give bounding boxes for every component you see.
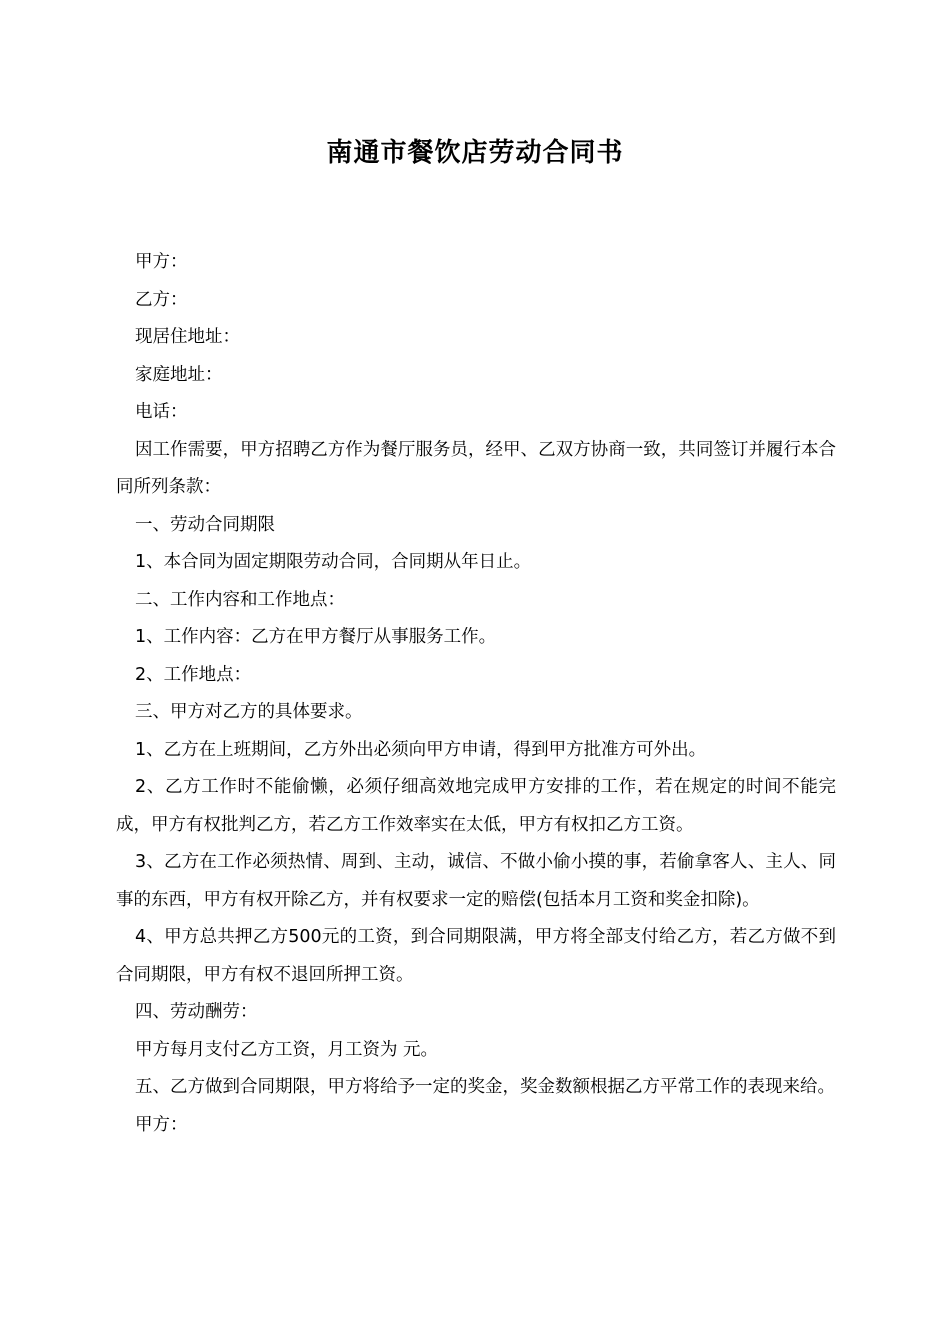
- phone-line: 电话：: [135, 402, 188, 422]
- clause-requirement-4: 4、甲方总共押乙方500元的工资，到合同期限满，甲方将全部支付给乙方，若乙方做不到合同期限，甲方有权不退回所押工资。: [116, 927, 836, 985]
- section-heading-pay: 四、劳动酬劳：: [135, 1002, 258, 1022]
- clause-pay-monthly: 甲方每月支付乙方工资，月工资为 元。: [135, 1039, 439, 1060]
- clause-requirement-3: 3、乙方在工作必须热情、周到、主动，诚信、不做小偷小摸的事，若偷拿客人、主人、同事的东西，甲方有权开除乙方，并有权要求一定的赔偿(包括本月工资和奖金扣除)。: [116, 852, 836, 910]
- document-body: [116, 244, 836, 1144]
- clause-requirement-1: 1、乙方在上班期间，乙方外出必须向甲方申请，得到甲方批准方可外出。: [135, 739, 707, 760]
- section-heading-work: 二、工作内容和工作地点：: [135, 589, 345, 610]
- party-a-line: 甲方：: [135, 252, 188, 272]
- preamble-paragraph: 因工作需要，甲方招聘乙方作为餐厅服务员，经甲、乙双方协商一致，共同签订并履行本合同所列条款：: [116, 439, 836, 497]
- clause-work-location: 2、工作地点：: [135, 664, 252, 685]
- clause-requirement-2: 2、乙方工作时不能偷懒，必须仔细高效地完成甲方安排的工作，若在规定的时间不能完成，甲方有权批判乙方，若乙方工作效率实在太低，甲方有权扣乙方工资。: [116, 777, 836, 835]
- home-address-line: 家庭地址：: [135, 364, 223, 385]
- clause-term-1: 1、本合同为固定期限劳动合同，合同期从年日止。: [135, 552, 532, 572]
- section-heading-requirements: 三、甲方对乙方的具体要求。: [135, 702, 363, 722]
- current-address-line: 现居住地址：: [135, 327, 240, 347]
- signature-party-a: 甲方：: [135, 1114, 188, 1135]
- clause-work-content: 1、工作内容：乙方在甲方餐厅从事服务工作。: [135, 627, 497, 647]
- section-heading-term: 一、劳动合同期限: [135, 514, 275, 535]
- section-bonus: 五、乙方做到合同期限，甲方将给予一定的奖金，奖金数额根据乙方平常工作的表现来给。: [135, 1077, 835, 1097]
- document-title: 南通市餐饮店劳动合同书: [326, 138, 624, 168]
- party-b-line: 乙方：: [135, 289, 188, 310]
